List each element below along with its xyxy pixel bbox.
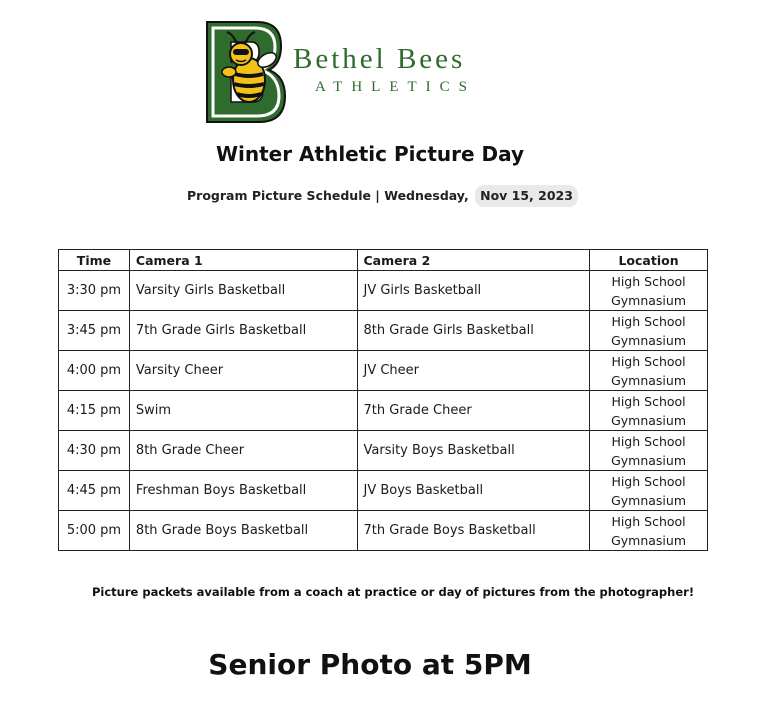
- cell-time: 3:45 pm: [59, 311, 130, 351]
- location-line: Gymnasium: [611, 532, 686, 548]
- table-row: [59, 391, 708, 431]
- table-row: [59, 311, 708, 351]
- location-line: Gymnasium: [611, 292, 686, 308]
- cell-camera-1: 7th Grade Girls Basketball: [129, 311, 357, 351]
- cell-time: 3:30 pm: [59, 271, 130, 311]
- table-row: [59, 431, 708, 471]
- location-line: High School: [611, 513, 686, 529]
- table-row: [59, 271, 708, 311]
- schedule-subtitle: [187, 185, 578, 207]
- packet-note: Picture packets available from a coach at practice or day of pictures from the photographer!: [92, 585, 695, 599]
- cell-location: [590, 471, 708, 511]
- cell-camera-1: Varsity Girls Basketball: [129, 271, 357, 311]
- senior-photo-callout: Senior Photo at 5PM: [208, 648, 532, 681]
- header-location: Location: [590, 250, 708, 271]
- location-line: Gymnasium: [611, 372, 686, 388]
- cell-camera-2: JV Cheer: [357, 351, 590, 391]
- cell-camera-1: 8th Grade Cheer: [129, 431, 357, 471]
- location-line: High School: [611, 433, 686, 449]
- brand-wordmark: [293, 42, 476, 98]
- location-line: High School: [611, 273, 686, 289]
- cell-time: 4:00 pm: [59, 351, 130, 391]
- cell-time: 4:15 pm: [59, 391, 130, 431]
- table-row: [59, 471, 708, 511]
- schedule-table: [58, 249, 708, 551]
- cell-location: [590, 511, 708, 551]
- cell-location: [590, 311, 708, 351]
- location-line: Gymnasium: [611, 452, 686, 468]
- cell-camera-2: 7th Grade Boys Basketball: [357, 511, 590, 551]
- cell-location: [590, 431, 708, 471]
- event-date: Nov 15, 2023: [475, 185, 578, 207]
- page-title: Winter Athletic Picture Day: [215, 142, 525, 166]
- table-row: [59, 511, 708, 551]
- cell-camera-2: 8th Grade Girls Basketball: [357, 311, 590, 351]
- cell-camera-2: JV Boys Basketball: [357, 471, 590, 511]
- table-row: [59, 351, 708, 391]
- location-line: High School: [611, 393, 686, 409]
- cell-camera-2: Varsity Boys Basketball: [357, 431, 590, 471]
- location-line: High School: [611, 313, 686, 329]
- location-line: Gymnasium: [611, 332, 686, 348]
- cell-time: 4:45 pm: [59, 471, 130, 511]
- brand-name: Bethel Bees: [293, 43, 466, 75]
- cell-camera-2: 7th Grade Cheer: [357, 391, 590, 431]
- cell-location: [590, 391, 708, 431]
- cell-camera-1: Varsity Cheer: [129, 351, 357, 391]
- cell-camera-1: Swim: [129, 391, 357, 431]
- subtitle-prefix: Program Picture Schedule | Wednesday,: [187, 188, 469, 203]
- cell-time: 5:00 pm: [59, 511, 130, 551]
- athletics-logo: [205, 20, 535, 125]
- header-camera-1: Camera 1: [129, 250, 357, 271]
- location-line: High School: [611, 353, 686, 369]
- cell-camera-1: Freshman Boys Basketball: [129, 471, 357, 511]
- cell-camera-1: 8th Grade Boys Basketball: [129, 511, 357, 551]
- brand-subtitle: ATHLETICS: [315, 79, 476, 95]
- location-line: High School: [611, 473, 686, 489]
- location-line: Gymnasium: [611, 492, 686, 508]
- location-line: Gymnasium: [611, 412, 686, 428]
- header-time: Time: [59, 250, 130, 271]
- bee-b-logo-icon: [205, 20, 287, 124]
- cell-location: [590, 271, 708, 311]
- table-header-row: [59, 250, 708, 271]
- cell-camera-2: JV Girls Basketball: [357, 271, 590, 311]
- cell-time: 4:30 pm: [59, 431, 130, 471]
- cell-location: [590, 351, 708, 391]
- header-camera-2: Camera 2: [357, 250, 590, 271]
